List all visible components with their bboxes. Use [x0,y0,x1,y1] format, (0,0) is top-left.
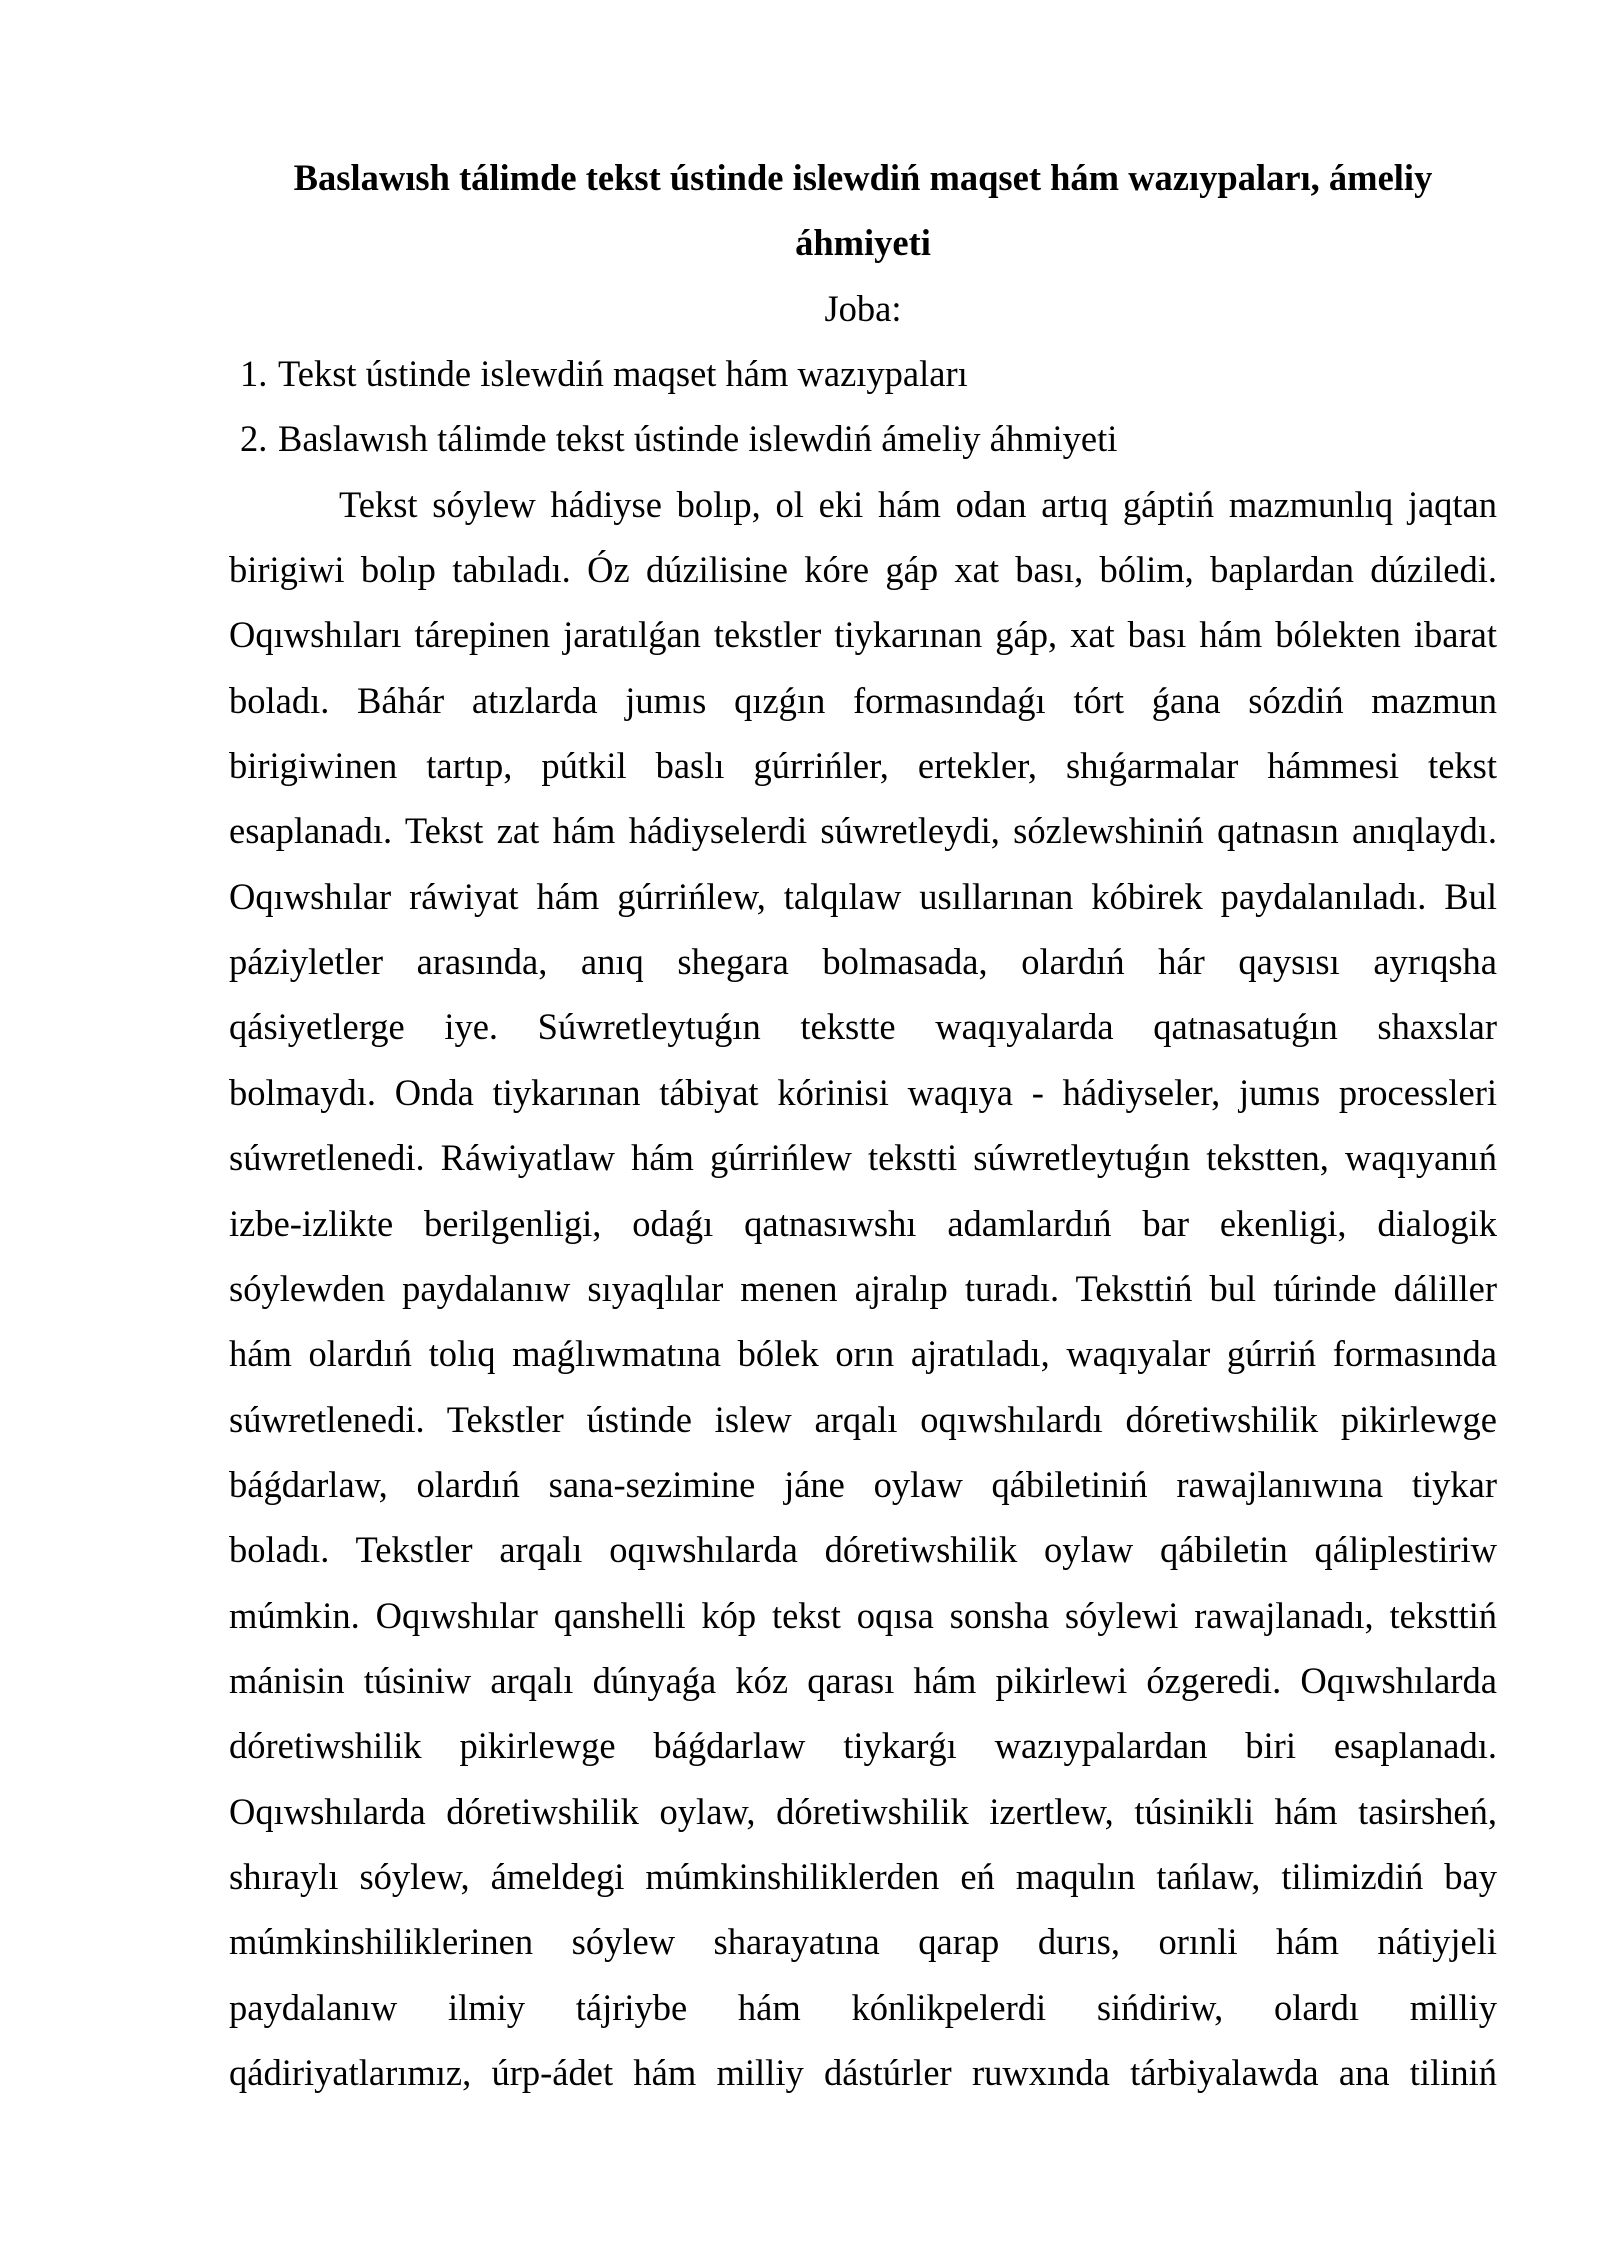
paragraph-line: múmkinshiliklerinen sóylew sharayatına qarap durıs, orınli hám nátiyjeli [229,1921,1497,1963]
paragraph-line: hám olardıń tolıq maǵlıwmatına bólek orın ajratıladı, waqıyalar gúrriń formasında [229,1333,1497,1375]
paragraph-line: esaplanadı. Tekst zat hám hádiyselerdi súwretleydi, sózlewshiniń qatnasın anıqlaydı. [229,810,1497,852]
plan-heading: Joba: [824,287,902,329]
title-line: áhmiyeti [795,222,931,264]
paragraph-line: Oqıwshıları tárepinen jaratılǵan tekstler tiykarınan gáp, xat bası hám bólekten ibarat [229,614,1497,656]
paragraph-line: múmkin. Oqıwshılar qanshelli kóp tekst oqısa sonsha sóylewi rawajlanadı, teksttiń [229,1594,1497,1636]
plan-item [229,406,1497,471]
paragraph-line: súwretlenedi. Ráwiyatlaw hám gúrrińlew tekstti súwretleytuǵın tekstten, waqıyanıń [229,1137,1497,1179]
paragraph-line: birigiwi bolıp tabıladı. Óz dúzilisine kóre gáp xat bası, bólim, baplardan dúziledi. [229,549,1497,591]
plan-item-text: Tekst ústinde islewdiń maqset hám wazıypaları [278,353,968,395]
title-line: Baslawısh tálimde tekst ústinde islewdiń maqset hám wazıypaları, ámeliy [293,157,1433,198]
paragraph-line: qádiriyatlarımız, úrp-ádet hám milliy dástúrler ruwxında tárbiyalawda ana tiliniń [229,2051,1497,2093]
paragraph-line: Tekst sóylew hádiyse bolıp, ol eki hám odan artıq gáptiń mazmunlıq jaqtan [339,483,1497,525]
document-body [229,145,1497,2105]
document-title [229,145,1497,276]
paragraph-line: Oqıwshılarda dóretiwshilik oylaw, dóretiwshilik izertlew, túsinikli hám tasirsheń, [229,1790,1497,1832]
paragraph-line: birigiwinen tartıp, pútkil baslı gúrrińler, ertekler, shıǵarmalar hámmesi tekst [229,745,1497,787]
paragraph-line: qásiyetlerge iye. Súwretleytuǵın tekstte waqıyalarda qatnasatuǵın shaxslar [229,1006,1497,1048]
paragraph-line: Oqıwshılar ráwiyat hám gúrrińlew, talqılaw usıllarınan kóbirek paydalanıladı. Bul [229,875,1497,917]
paragraph-line: sóylewden paydalanıw sıyaqlılar menen ajralıp turadı. Teksttiń bul túrinde dáliller [229,1267,1497,1309]
paragraph-line: boladı. Tekstler arqalı oqıwshılarda dóretiwshilik oylaw qábiletin qáliplestiriw [229,1529,1497,1571]
plan-item-number: 1. [240,353,268,395]
plan-item-number: 2. [240,418,268,460]
body-paragraph [229,472,1497,2106]
paragraph-line: dóretiwshilik pikirlewge báǵdarlaw tiykarǵı wazıypalardan biri esaplanadı. [229,1725,1497,1767]
plan-item-text: Baslawısh tálimde tekst ústinde islewdiń ámeliy áhmiyeti [278,418,1118,460]
paragraph-line: bolmaydı. Onda tiykarınan tábiyat kórinisi waqıya - hádiyseler, jumıs processleri [229,1071,1497,1113]
paragraph-line: páziyletler arasında, anıq shegara bolmasada, olardıń hár qaysısı ayrıqsha [229,941,1497,983]
paragraph-line: izbe-izlikte berilgenligi, odaǵı qatnasıwshı adamlardıń bar ekenligi, dialogik [229,1202,1497,1244]
paragraph-line: shıraylı sóylew, ámeldegi múmkinshiliklerden eń maqulın tańlaw, tilimizdiń bay [229,1855,1497,1897]
paragraph-line: paydalanıw ilmiy tájriybe hám kónlikpelerdi sińdiriw, olardı milliy [229,1986,1497,2028]
paragraph-line: báǵdarlaw, olardıń sana-sezimine jáne oylaw qábiletiniń rawajlanıwına tiykar [229,1463,1497,1505]
paragraph-line: mánisin túsiniw arqalı dúnyaǵa kóz qarası hám pikirlewi ózgeredi. Oqıwshılarda [229,1659,1497,1701]
plan-list [229,341,1497,472]
paragraph-line: súwretlenedi. Tekstler ústinde islew arqalı oqıwshılardı dóretiwshilik pikirlewge [229,1398,1497,1440]
paragraph-line: boladı. Báhár atızlarda jumıs qızǵın formasındaǵı tórt ǵana sózdiń mazmun [229,679,1497,721]
plan-item [229,341,1497,406]
